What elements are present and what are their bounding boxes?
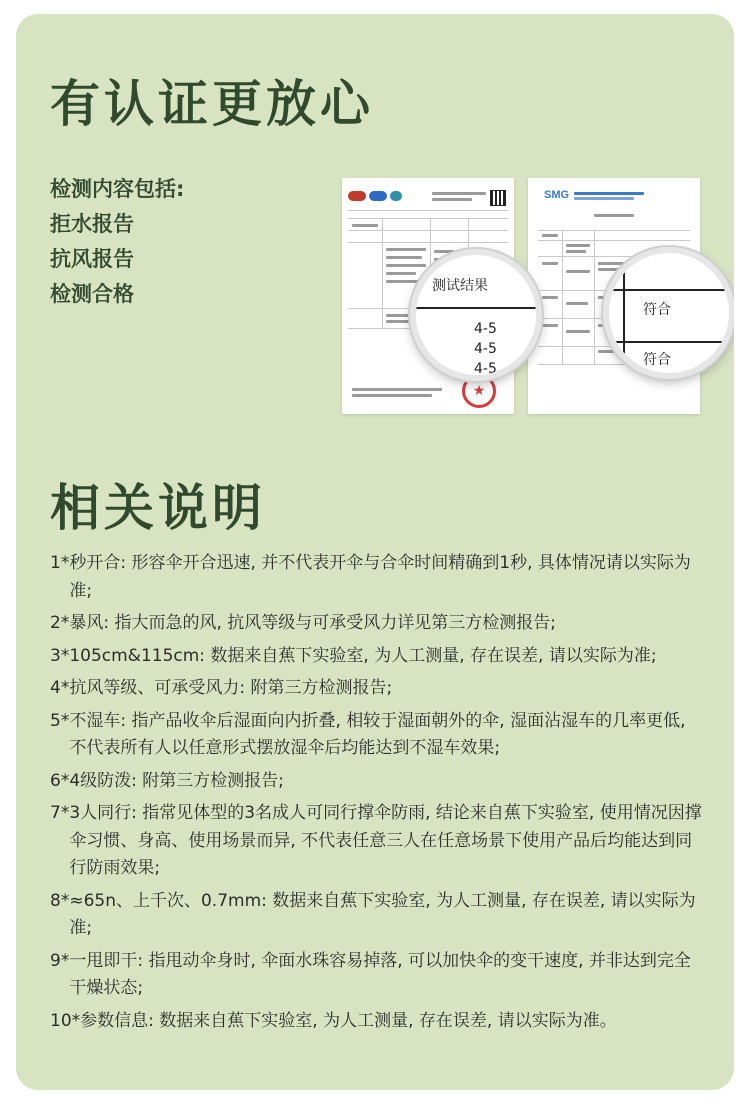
qr-code-icon [490,190,506,206]
smg-logo: SMG [544,189,570,201]
note-item: 4* 抗风等级、可承受风力: 附第三方检测报告; [50,678,393,698]
certification-logos [348,190,402,202]
note-item: 1* 秒开合: 形容伞开合迅速, 并不代表开伞与合伞时间精确到1秒, 具体情况请以实际为准; [50,553,691,601]
note-item: 8* ≈65n、上千次、0.7mm: 数据来自蕉下实验室, 为人工测量, 存在误差, 请以实际为准; [50,890,696,938]
certification-title: 有认证更放心 [50,75,374,133]
test-contents-label: 检测内容包括: [50,177,185,201]
test-result-value: 4-5 [474,341,497,357]
note-item: 10* 参数信息: 数据来自蕉下实验室, 为人工测量, 存在误差, 请以实际为准。 [50,1010,617,1031]
note-item: 7* 3人同行: 指常见体型的3名成人可同行撑伞防雨, 结论来自蕉下实验室, 使用情况因撑伞习惯、身高、使用场景而异, 不代表任意三人在任意场景下使用产品后均能达到同行防雨效果; [50,803,702,878]
note-item: 6* 4级防泼: 附第三方检测报告; [50,770,285,791]
note-item: 3* 105cm&115cm: 数据来自蕉下实验室, 为人工测量, 存在误差, 请以实际为准; [50,645,657,666]
test-result-header: 测试结果 [432,278,488,294]
notes-title: 相关说明 [50,479,266,537]
note-item: 5* 不湿车: 指产品收伞后湿面向内折叠, 相较于湿面朝外的伞, 湿面沾湿车的几率更低, 不代表所有人以任意形式摆放湿伞后均能达到不湿车效果; [50,710,686,758]
red-seal-stamp-icon: ★ [462,374,496,408]
test-result-value: 4-5 [474,321,497,337]
test-result-value: 4-5 [474,361,497,377]
conformity-value: 符合 [643,302,671,318]
test-contents [50,172,184,312]
conformity-value: 符合 [643,352,671,368]
content-card [16,14,734,1090]
notes-list [50,550,702,1040]
note-item: 2* 暴风: 指大而急的风, 抗风等级与可承受风力详见第三方检测报告; [50,613,556,633]
magnifier-conformity [603,247,734,379]
note-item: 9* 一甩即干: 指甩动伞身时, 伞面水珠容易掉落, 可以加快伞的变干速度, 并非达到完全干燥状态; [50,950,691,998]
test-item: 检测合格 [50,282,134,306]
test-item: 拒水报告 [50,212,134,236]
test-item: 抗风报告 [50,247,134,271]
magnifier-test-results [410,249,542,381]
